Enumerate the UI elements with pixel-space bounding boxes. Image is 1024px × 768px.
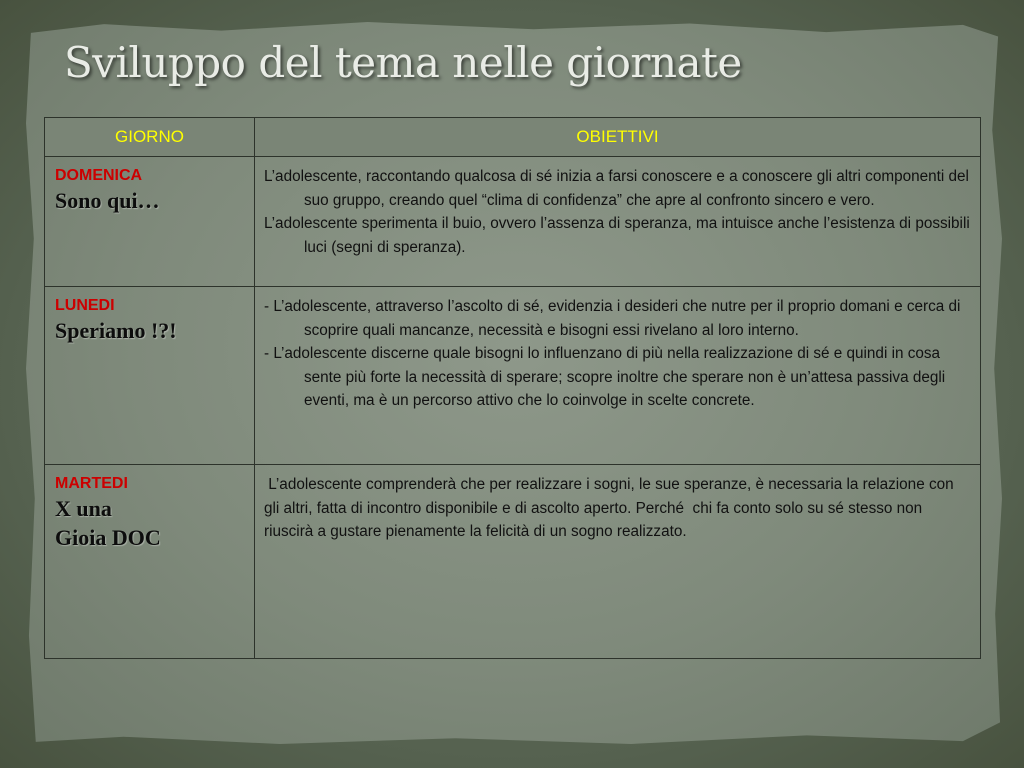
schedule-table — [44, 117, 981, 659]
day-motto: Sono qui… — [55, 188, 160, 213]
header-giorno: GIORNO — [45, 118, 255, 157]
table-header-row — [45, 118, 981, 157]
objective-paragraph: L’adolescente sperimenta il buio, ovvero l’assenza di speranza, ma intuisce anche l’esistenza di possibili luci (segni di speranza). — [264, 215, 970, 256]
header-obiettivi: OBIETTIVI — [255, 118, 981, 157]
objectives-cell — [255, 157, 981, 287]
table-row — [45, 287, 981, 465]
objective-paragraph: - L’adolescente discerne quale bisogni lo influenzano di più nella realizzazione di sé e quindi in cosa sente più forte la necessità di sperare; scopre inoltre che sperare non è un’attesa passiva degli eventi, ma è un percorso attivo che lo coinvolge in scelte concrete. — [264, 345, 946, 409]
objective-paragraph: L’adolescente comprenderà che per realizzare i sogni, le sue speranze, è necessaria la relazione con gli altri, fatta di incontro disponibile e di ascolto aperto. Perché chi fa conto solo su sé stesso non riuscirà a gustare pienamente la felicità di un sogno realizzato. — [264, 476, 958, 540]
objective-paragraph: - L’adolescente, attraverso l’ascolto di sé, evidenzia i desideri che nutre per il proprio domani e cerca di scoprire quali mancanze, necessità e bisogni essi rivelano al loro interno. — [264, 298, 961, 339]
slide-title: Sviluppo del tema nelle giornate — [64, 38, 742, 87]
day-name: LUNEDI — [55, 297, 115, 314]
day-cell — [45, 287, 255, 465]
objectives-cell — [255, 465, 981, 659]
table-row — [45, 157, 981, 287]
day-motto: X una Gioia DOC — [55, 496, 161, 550]
objectives-cell — [255, 287, 981, 465]
day-cell — [45, 465, 255, 659]
day-motto: Speriamo !?! — [55, 318, 177, 343]
day-cell — [45, 157, 255, 287]
objective-paragraph: L’adolescente, raccontando qualcosa di sé inizia a farsi conoscere e a conoscere gli altri componenti del suo gruppo, creando quel “clima di confidenza” che apre al confronto sincero e vero. — [264, 168, 969, 209]
day-name: DOMENICA — [55, 167, 143, 184]
table-row — [45, 465, 981, 659]
day-name: MARTEDI — [55, 475, 128, 492]
